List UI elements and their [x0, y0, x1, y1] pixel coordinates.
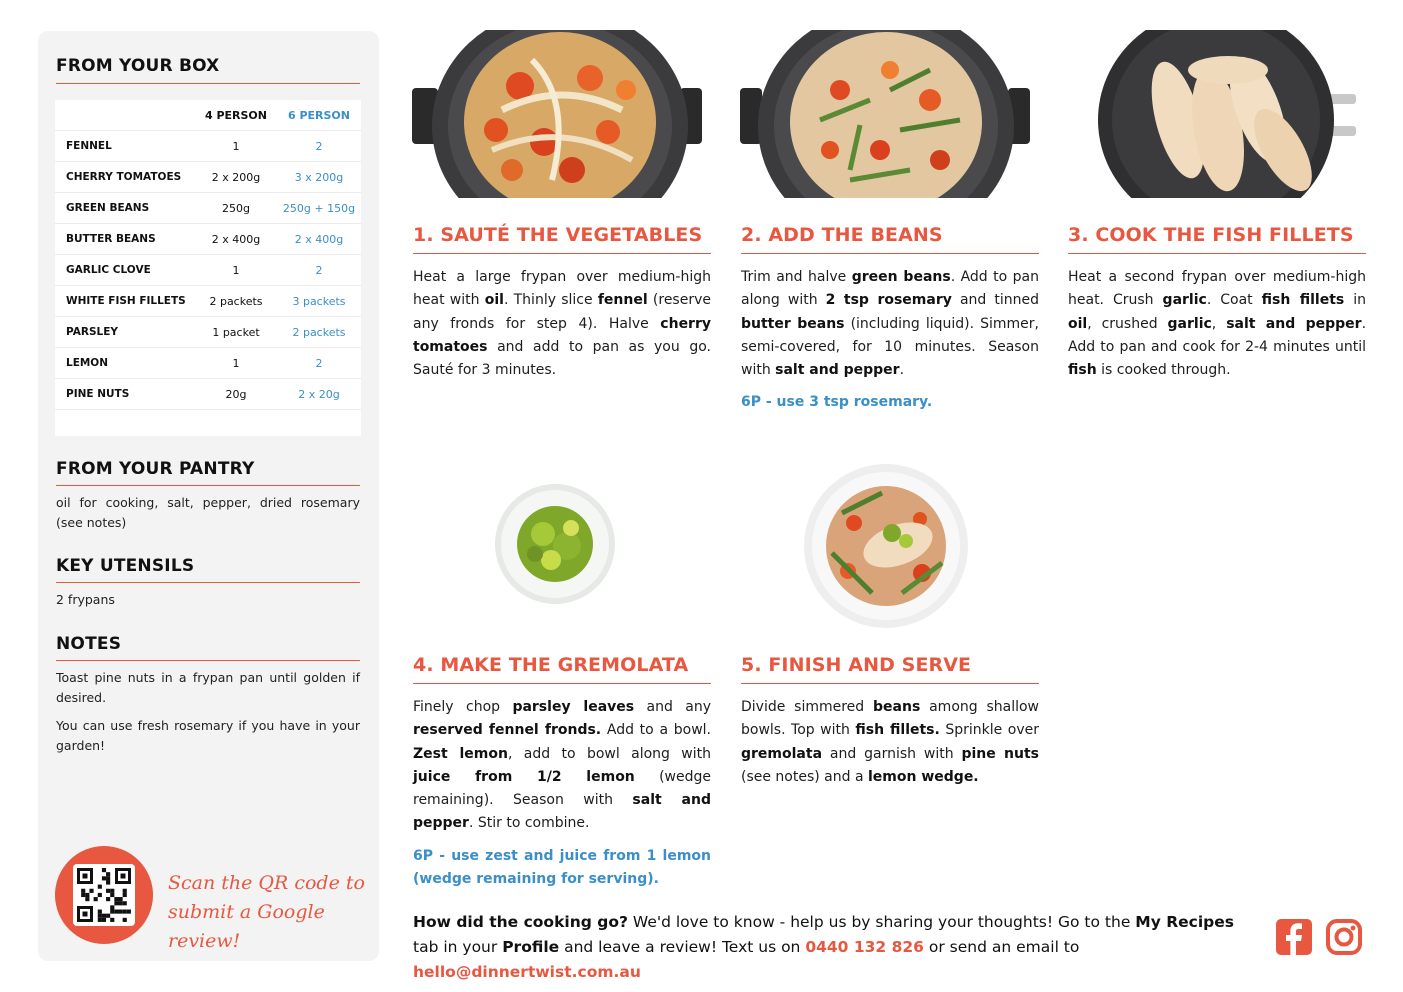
- qty-4-person: 250g: [222, 202, 250, 215]
- step-5-title: 5. FINISH AND SERVE: [741, 654, 972, 676]
- sidebar: [38, 31, 379, 961]
- ingredients-table: [55, 100, 361, 436]
- text-run: salt and pepper: [413, 792, 711, 832]
- text-run: Divide simmered: [741, 699, 874, 715]
- text-run: garlic: [1162, 292, 1207, 309]
- text-run: .: [899, 362, 905, 379]
- step-5-photo: [802, 463, 970, 629]
- text-run: garlic: [1167, 315, 1212, 332]
- qr-caption-line-2: submit a Google review!: [168, 901, 325, 952]
- text-run: among shallow bowls. Top with: [741, 699, 1040, 739]
- text-run: fish: [1068, 362, 1097, 379]
- ingredient-name: GARLIC CLOVE: [66, 264, 151, 276]
- text-run: fennel: [597, 292, 648, 309]
- step-2-note: 6P - use 3 tsp rosemary.: [741, 394, 933, 410]
- notes-item-1: Toast pine nuts in a frypan pan until golden if desired.: [56, 670, 360, 705]
- text-run: Heat a second frypan over medium-high heat. Crush: [1068, 269, 1366, 309]
- qty-6-person: 2: [315, 357, 323, 370]
- notes-item-2: You can use fresh rosemary if you have in your garden!: [56, 718, 360, 753]
- qty-6-person: 2: [315, 264, 323, 277]
- table-row: [55, 131, 361, 162]
- text-run: . Coat: [1206, 292, 1262, 309]
- text-run: green beans: [851, 269, 951, 285]
- text-run: , crushed: [1087, 315, 1168, 332]
- divider: [1068, 253, 1366, 254]
- text-run: is cooked through.: [1096, 362, 1231, 379]
- qty-6-person: 2 x 20g: [298, 388, 340, 401]
- ingredient-name: WHITE FISH FILLETS: [66, 295, 186, 307]
- qty-4-person: 2 x 400g: [211, 233, 261, 246]
- step-4-title: 4. MAKE THE GREMOLATA: [413, 654, 689, 676]
- text-run: and tinned: [951, 292, 1039, 309]
- text-run: and add to pan as you go. Sauté for 3 minutes.: [413, 338, 711, 379]
- step-3-photo: [1068, 30, 1358, 198]
- step-1-photo: [412, 30, 702, 198]
- text-run: , add to bowl along with: [507, 745, 711, 762]
- facebook-icon[interactable]: [1275, 918, 1313, 956]
- text-run: beans: [873, 699, 921, 715]
- text-run: We'd love to know - help us by sharing your thoughts! Go to the: [627, 913, 1136, 931]
- step-3-title: 3. COOK THE FISH FILLETS: [1068, 224, 1354, 246]
- qty-6-person: 2 x 400g: [294, 233, 344, 246]
- ingredient-name: FENNEL: [66, 140, 112, 152]
- qty-6-person: 3 packets: [292, 295, 346, 308]
- text-run: salt and pepper: [775, 362, 900, 379]
- text-run: salt and pepper: [1226, 315, 1362, 332]
- table-row: [55, 162, 361, 193]
- divider: [56, 582, 360, 583]
- feedback-footer: [413, 910, 1263, 985]
- instagram-icon[interactable]: [1325, 918, 1363, 956]
- key-utensils-title: KEY UTENSILS: [56, 556, 195, 576]
- from-your-pantry-title: FROM YOUR PANTRY: [56, 459, 255, 479]
- step-4-body: [413, 696, 711, 836]
- text-run: (wedge remaining). Season with: [413, 768, 711, 809]
- text-run: How did the cooking go?: [413, 913, 628, 931]
- text-run: gremolata: [741, 745, 823, 762]
- text-run: Sprinkle over: [939, 722, 1039, 739]
- contact-link[interactable]: 0440 132 826: [805, 938, 924, 956]
- qty-4-person: 1: [232, 357, 240, 370]
- text-run: oil: [484, 292, 504, 309]
- table-row: [55, 224, 361, 255]
- divider: [413, 683, 711, 684]
- text-run: Finely chop: [413, 699, 513, 715]
- text-run: . Stir to combine.: [468, 815, 590, 832]
- text-run: and leave a review! Text us on: [559, 938, 806, 956]
- ingredient-name: PARSLEY: [66, 326, 118, 338]
- text-run: (reserve any fronds for step 4). Halve: [413, 292, 711, 332]
- step-1-body: [413, 266, 711, 382]
- text-run: reserved fennel fronds.: [413, 722, 602, 739]
- text-run: . Thinly slice: [503, 292, 598, 309]
- step-5-body: [741, 696, 1039, 789]
- text-run: Heat a large frypan over medium-high heat with: [413, 269, 711, 309]
- notes-title: NOTES: [56, 634, 122, 654]
- qty-4-person: 1: [232, 264, 240, 277]
- step-4-note: 6P - use zest and juice from 1 lemon (wedge remaining for serving).: [413, 848, 711, 888]
- divider: [413, 253, 711, 254]
- table-row: [55, 379, 361, 410]
- text-run: . Add to pan and cook for 2-4 minutes until: [1068, 315, 1367, 355]
- ingredient-name: PINE NUTS: [66, 388, 130, 400]
- table-row: [55, 193, 361, 224]
- utensils-text: 2 frypans: [56, 592, 115, 607]
- table-row: [55, 255, 361, 286]
- divider: [741, 253, 1039, 254]
- qty-6-person: 2: [315, 140, 323, 153]
- text-run: ,: [1211, 315, 1227, 332]
- header-4-person: 4 PERSON: [204, 109, 267, 122]
- text-run: and any: [634, 699, 711, 715]
- text-run: and garnish with: [822, 745, 962, 762]
- text-run: (see notes) and a: [741, 768, 868, 785]
- step-2-title: 2. ADD THE BEANS: [741, 224, 943, 246]
- step-3-body: [1068, 266, 1366, 382]
- qty-6-person: 2 packets: [292, 326, 346, 339]
- text-run: in: [1344, 292, 1366, 309]
- text-run: cherry tomatoes: [413, 315, 711, 355]
- table-row: [55, 348, 361, 379]
- table-row: [55, 317, 361, 348]
- ingredient-name: CHERRY TOMATOES: [66, 171, 182, 183]
- step-4-photo: [493, 482, 617, 606]
- ingredient-name: BUTTER BEANS: [66, 233, 156, 245]
- table-header-row: [55, 100, 361, 131]
- ingredient-name: LEMON: [66, 357, 109, 369]
- text-run: fish fillets: [1261, 292, 1345, 309]
- divider: [56, 83, 360, 84]
- step-2-body: [741, 266, 1039, 382]
- contact-link[interactable]: hello@dinnertwist.com.au: [413, 963, 641, 981]
- divider: [56, 660, 360, 661]
- pantry-text: oil for cooking, salt, pepper, dried rosemary (see notes): [56, 495, 360, 530]
- text-run: pine nuts: [961, 745, 1039, 762]
- divider: [741, 683, 1039, 684]
- qty-4-person: 2 x 200g: [211, 171, 261, 184]
- text-run: lemon wedge.: [868, 768, 979, 785]
- text-run: oil: [1068, 315, 1088, 332]
- step-2-photo: [740, 30, 1030, 198]
- qr-code-icon[interactable]: [73, 864, 135, 926]
- text-run: tab in your: [413, 938, 503, 956]
- text-run: or send an email to: [923, 938, 1080, 956]
- text-run: fish fillets.: [855, 722, 940, 739]
- text-run: juice from 1/2 lemon: [413, 768, 635, 785]
- qty-4-person: 20g: [225, 388, 247, 401]
- text-run: Add to a bowl.: [601, 722, 712, 739]
- qty-6-person: 3 x 200g: [294, 171, 344, 184]
- text-run: My Recipes: [1135, 913, 1234, 931]
- from-your-box-title: FROM YOUR BOX: [56, 56, 220, 76]
- qty-4-person: 2 packets: [209, 295, 263, 308]
- text-run: Zest lemon: [413, 745, 508, 762]
- divider: [56, 485, 360, 486]
- text-run: parsley leaves: [512, 699, 635, 715]
- header-6-person: 6 PERSON: [287, 109, 350, 122]
- text-run: Profile: [502, 938, 560, 956]
- qr-caption: [168, 869, 368, 956]
- qty-4-person: 1 packet: [212, 326, 260, 339]
- qty-6-person: 250g + 150g: [282, 202, 356, 215]
- text-run: (including liquid). Simmer, semi-covered, for 10 minutes. Season with: [741, 315, 1039, 379]
- step-1-title: 1. SAUTÉ THE VEGETABLES: [413, 224, 703, 246]
- text-run: 2 tsp rosemary: [825, 292, 952, 309]
- table-row: [55, 286, 361, 317]
- qty-4-person: 1: [232, 140, 240, 153]
- text-run: Trim and halve: [741, 269, 852, 285]
- text-run: butter beans: [741, 315, 845, 332]
- ingredient-name: GREEN BEANS: [66, 202, 150, 214]
- qr-caption-line-1: Scan the QR code to: [168, 872, 365, 894]
- qr-badge[interactable]: [55, 846, 153, 944]
- text-run: . Add to pan along with: [741, 269, 1039, 309]
